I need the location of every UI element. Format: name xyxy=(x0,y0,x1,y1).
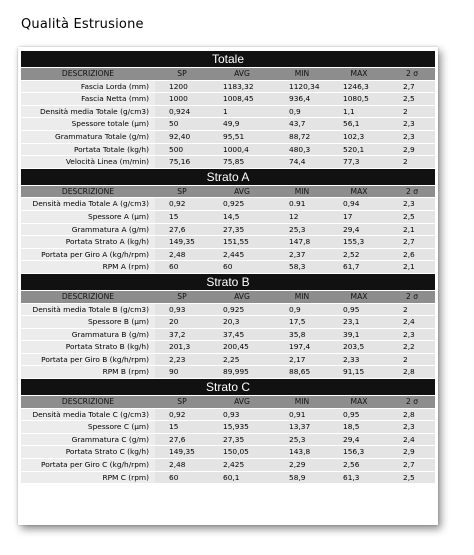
cell-max: 61,3 xyxy=(329,472,389,484)
cell-sp: 149,35 xyxy=(155,236,209,248)
cell-avg: 15,935 xyxy=(209,421,275,433)
cell-avg: 2,425 xyxy=(209,459,275,471)
cell-max: 39,1 xyxy=(329,329,389,341)
cell-sp: 27,6 xyxy=(155,224,209,236)
cell-min: 936,4 xyxy=(275,93,329,105)
cell-max: 23,1 xyxy=(329,316,389,328)
column-header-row xyxy=(21,68,435,80)
column-header-min: MIN xyxy=(275,68,329,80)
cell-avg: 0,925 xyxy=(209,304,275,316)
row-label: Grammatura C (g/m) xyxy=(21,434,155,446)
cell-max: 91,15 xyxy=(329,366,389,378)
cell-avg: 0,93 xyxy=(209,409,275,421)
cell-min: 480,3 xyxy=(275,144,329,156)
row-label: RPM B (rpm) xyxy=(21,366,155,378)
column-header-sigma: 2 σ xyxy=(389,291,435,303)
cell-sigma: 2,4 xyxy=(389,434,435,446)
row-label: Grammatura B (g/m) xyxy=(21,329,155,341)
cell-sigma: 2 xyxy=(389,354,435,366)
row-label: Spessore B (μm) xyxy=(21,316,155,328)
cell-max: 155,3 xyxy=(329,236,389,248)
row-label: Grammatura A (g/m) xyxy=(21,224,155,236)
column-header-desc: DESCRIZIONE xyxy=(21,186,155,198)
cell-max: 0,95 xyxy=(329,304,389,316)
cell-avg: 0,925 xyxy=(209,198,275,210)
column-header-sp: SP xyxy=(155,186,209,198)
cell-sp: 37,2 xyxy=(155,329,209,341)
table-row xyxy=(21,366,435,378)
cell-sigma: 2,7 xyxy=(389,81,435,93)
cell-sigma: 2,4 xyxy=(389,316,435,328)
section-title: Strato A xyxy=(21,169,435,185)
cell-min: 0,91 xyxy=(275,409,329,421)
table-row xyxy=(21,224,435,236)
cell-avg: 75,85 xyxy=(209,156,275,168)
cell-avg: 60,1 xyxy=(209,472,275,484)
cell-min: 1120,34 xyxy=(275,81,329,93)
cell-max: 29,4 xyxy=(329,434,389,446)
table-row xyxy=(21,81,435,93)
cell-avg: 1183,32 xyxy=(209,81,275,93)
column-header-min: MIN xyxy=(275,186,329,198)
cell-avg: 200,45 xyxy=(209,341,275,353)
column-header-max: MAX xyxy=(329,186,389,198)
section-header xyxy=(21,379,435,395)
row-label: Portata Strato C (kg/h) xyxy=(21,446,155,458)
cell-min: 88,72 xyxy=(275,131,329,143)
cell-sp: 201,3 xyxy=(155,341,209,353)
cell-min: 197,4 xyxy=(275,341,329,353)
section-title: Strato C xyxy=(21,379,435,395)
column-header-max: MAX xyxy=(329,291,389,303)
row-label: Fascia Netta (mm) xyxy=(21,93,155,105)
cell-avg: 37,45 xyxy=(209,329,275,341)
cell-sigma: 2,9 xyxy=(389,446,435,458)
row-label: Spessore A (μm) xyxy=(21,211,155,223)
table-row xyxy=(21,421,435,433)
table-row xyxy=(21,472,435,484)
cell-sigma: 2,7 xyxy=(389,236,435,248)
row-label: Spessore totale (μm) xyxy=(21,118,155,130)
extrusion-quality-table xyxy=(21,50,435,484)
page-title: Qualità Estrusione xyxy=(21,17,144,32)
cell-min: 17,5 xyxy=(275,316,329,328)
column-header-max: MAX xyxy=(329,68,389,80)
cell-avg: 49,9 xyxy=(209,118,275,130)
cell-max: 29,4 xyxy=(329,224,389,236)
cell-avg: 20,3 xyxy=(209,316,275,328)
cell-avg: 14,5 xyxy=(209,211,275,223)
cell-sigma: 2,3 xyxy=(389,131,435,143)
cell-sp: 2,23 xyxy=(155,354,209,366)
column-header-sp: SP xyxy=(155,68,209,80)
cell-sigma: 2,1 xyxy=(389,224,435,236)
cell-sp: 0,924 xyxy=(155,106,209,118)
cell-min: 25,3 xyxy=(275,224,329,236)
column-header-sp: SP xyxy=(155,396,209,408)
cell-avg: 2,445 xyxy=(209,249,275,261)
row-label: Densità media Totale C (g/cm3) xyxy=(21,409,155,421)
cell-max: 2,33 xyxy=(329,354,389,366)
cell-min: 0.91 xyxy=(275,198,329,210)
section-header xyxy=(21,51,435,67)
cell-max: 156,3 xyxy=(329,446,389,458)
column-header-desc: DESCRIZIONE xyxy=(21,291,155,303)
row-label: Portata per Giro A (kg/h/rpm) xyxy=(21,249,155,261)
cell-sp: 90 xyxy=(155,366,209,378)
table-row xyxy=(21,354,435,366)
row-label: Spessore C (μm) xyxy=(21,421,155,433)
cell-sigma: 2,3 xyxy=(389,198,435,210)
column-header-min: MIN xyxy=(275,291,329,303)
column-header-sigma: 2 σ xyxy=(389,396,435,408)
cell-max: 520,1 xyxy=(329,144,389,156)
column-header-desc: DESCRIZIONE xyxy=(21,396,155,408)
cell-max: 1080,5 xyxy=(329,93,389,105)
row-label: Densità media Totale A (g/cm3) xyxy=(21,198,155,210)
cell-sigma: 2 xyxy=(389,156,435,168)
cell-sigma: 2,8 xyxy=(389,409,435,421)
cell-sp: 27,6 xyxy=(155,434,209,446)
section-title: Totale xyxy=(21,51,435,67)
cell-sp: 60 xyxy=(155,261,209,273)
cell-avg: 1000,4 xyxy=(209,144,275,156)
cell-min: 58,3 xyxy=(275,261,329,273)
column-header-row xyxy=(21,291,435,303)
table-row xyxy=(21,261,435,273)
row-label: Portata per Giro C (kg/h/rpm) xyxy=(21,459,155,471)
cell-min: 43,7 xyxy=(275,118,329,130)
table-row xyxy=(21,434,435,446)
table-row xyxy=(21,304,435,316)
extrusion-quality-table-card xyxy=(18,47,438,525)
cell-sigma: 2,6 xyxy=(389,249,435,261)
column-header-max: MAX xyxy=(329,396,389,408)
cell-sp: 60 xyxy=(155,472,209,484)
cell-min: 88,65 xyxy=(275,366,329,378)
table-row xyxy=(21,118,435,130)
row-label: Portata Strato A (kg/h) xyxy=(21,236,155,248)
table-row xyxy=(21,93,435,105)
table-row xyxy=(21,341,435,353)
cell-avg: 95,51 xyxy=(209,131,275,143)
cell-sp: 15 xyxy=(155,421,209,433)
cell-min: 0,9 xyxy=(275,304,329,316)
cell-min: 12 xyxy=(275,211,329,223)
cell-sigma: 2 xyxy=(389,106,435,118)
row-label: Portata per Giro B (kg/h/rpm) xyxy=(21,354,155,366)
cell-sigma: 2,2 xyxy=(389,341,435,353)
cell-min: 2,29 xyxy=(275,459,329,471)
cell-max: 2,52 xyxy=(329,249,389,261)
cell-max: 1246,3 xyxy=(329,81,389,93)
cell-min: 0,9 xyxy=(275,106,329,118)
row-label: Velocità Linea (m/min) xyxy=(21,156,155,168)
cell-min: 74,4 xyxy=(275,156,329,168)
cell-max: 1,1 xyxy=(329,106,389,118)
cell-max: 203,5 xyxy=(329,341,389,353)
row-label: Densità media Totale B (g/cm3) xyxy=(21,304,155,316)
cell-avg: 2,25 xyxy=(209,354,275,366)
column-header-desc: DESCRIZIONE xyxy=(21,68,155,80)
table-row xyxy=(21,236,435,248)
column-header-min: MIN xyxy=(275,396,329,408)
cell-sigma: 2,3 xyxy=(389,329,435,341)
table-row xyxy=(21,211,435,223)
cell-sp: 20 xyxy=(155,316,209,328)
cell-sp: 2,48 xyxy=(155,249,209,261)
cell-sigma: 2,1 xyxy=(389,261,435,273)
table-row xyxy=(21,106,435,118)
table-row xyxy=(21,459,435,471)
cell-sp: 500 xyxy=(155,144,209,156)
section-header xyxy=(21,169,435,185)
cell-sigma: 2,5 xyxy=(389,93,435,105)
column-header-row xyxy=(21,186,435,198)
cell-sigma: 2,5 xyxy=(389,211,435,223)
row-label: Grammatura Totale (g/m) xyxy=(21,131,155,143)
table-row xyxy=(21,249,435,261)
cell-avg: 151,55 xyxy=(209,236,275,248)
column-header-avg: AVG xyxy=(209,186,275,198)
table-row xyxy=(21,198,435,210)
section-header xyxy=(21,274,435,290)
cell-sigma: 2,7 xyxy=(389,459,435,471)
table-body xyxy=(21,51,435,483)
cell-max: 61,7 xyxy=(329,261,389,273)
row-label: Portata Totale (kg/h) xyxy=(21,144,155,156)
cell-sigma: 2,8 xyxy=(389,366,435,378)
row-label: Fascia Lorda (mm) xyxy=(21,81,155,93)
cell-max: 0,94 xyxy=(329,198,389,210)
cell-max: 2,56 xyxy=(329,459,389,471)
table-row xyxy=(21,144,435,156)
cell-sigma: 2,5 xyxy=(389,472,435,484)
cell-sp: 1000 xyxy=(155,93,209,105)
cell-sp: 15 xyxy=(155,211,209,223)
cell-avg: 1008,45 xyxy=(209,93,275,105)
cell-max: 102,3 xyxy=(329,131,389,143)
cell-sigma: 2,3 xyxy=(389,118,435,130)
cell-sigma: 2 xyxy=(389,304,435,316)
column-header-avg: AVG xyxy=(209,68,275,80)
cell-sigma: 2,9 xyxy=(389,144,435,156)
cell-min: 2,37 xyxy=(275,249,329,261)
row-label: RPM A (rpm) xyxy=(21,261,155,273)
table-row xyxy=(21,131,435,143)
cell-sp: 0,93 xyxy=(155,304,209,316)
cell-min: 143,8 xyxy=(275,446,329,458)
cell-avg: 27,35 xyxy=(209,224,275,236)
table-row xyxy=(21,156,435,168)
section-title: Strato B xyxy=(21,274,435,290)
column-header-avg: AVG xyxy=(209,396,275,408)
cell-sp: 50 xyxy=(155,118,209,130)
table-row xyxy=(21,329,435,341)
cell-avg: 60 xyxy=(209,261,275,273)
table-row xyxy=(21,446,435,458)
cell-max: 77,3 xyxy=(329,156,389,168)
cell-max: 0,95 xyxy=(329,409,389,421)
cell-sp: 0,92 xyxy=(155,409,209,421)
column-header-sp: SP xyxy=(155,291,209,303)
cell-sp: 2,48 xyxy=(155,459,209,471)
column-header-sigma: 2 σ xyxy=(389,68,435,80)
table-row xyxy=(21,316,435,328)
cell-min: 147,8 xyxy=(275,236,329,248)
cell-sp: 1200 xyxy=(155,81,209,93)
column-header-row xyxy=(21,396,435,408)
row-label: RPM C (rpm) xyxy=(21,472,155,484)
cell-max: 17 xyxy=(329,211,389,223)
column-header-avg: AVG xyxy=(209,291,275,303)
cell-min: 2,17 xyxy=(275,354,329,366)
row-label: Densità media Totale (g/cm3) xyxy=(21,106,155,118)
cell-min: 25,3 xyxy=(275,434,329,446)
cell-min: 35,8 xyxy=(275,329,329,341)
cell-avg: 27,35 xyxy=(209,434,275,446)
cell-sp: 149,35 xyxy=(155,446,209,458)
cell-avg: 89,995 xyxy=(209,366,275,378)
cell-min: 13,37 xyxy=(275,421,329,433)
column-header-sigma: 2 σ xyxy=(389,186,435,198)
cell-sp: 92,40 xyxy=(155,131,209,143)
row-label: Portata Strato B (kg/h) xyxy=(21,341,155,353)
cell-avg: 1 xyxy=(209,106,275,118)
cell-max: 18,5 xyxy=(329,421,389,433)
cell-max: 56,1 xyxy=(329,118,389,130)
cell-sp: 0,92 xyxy=(155,198,209,210)
cell-sp: 75,16 xyxy=(155,156,209,168)
cell-min: 58,9 xyxy=(275,472,329,484)
table-row xyxy=(21,409,435,421)
cell-avg: 150,05 xyxy=(209,446,275,458)
cell-sigma: 2,3 xyxy=(389,421,435,433)
